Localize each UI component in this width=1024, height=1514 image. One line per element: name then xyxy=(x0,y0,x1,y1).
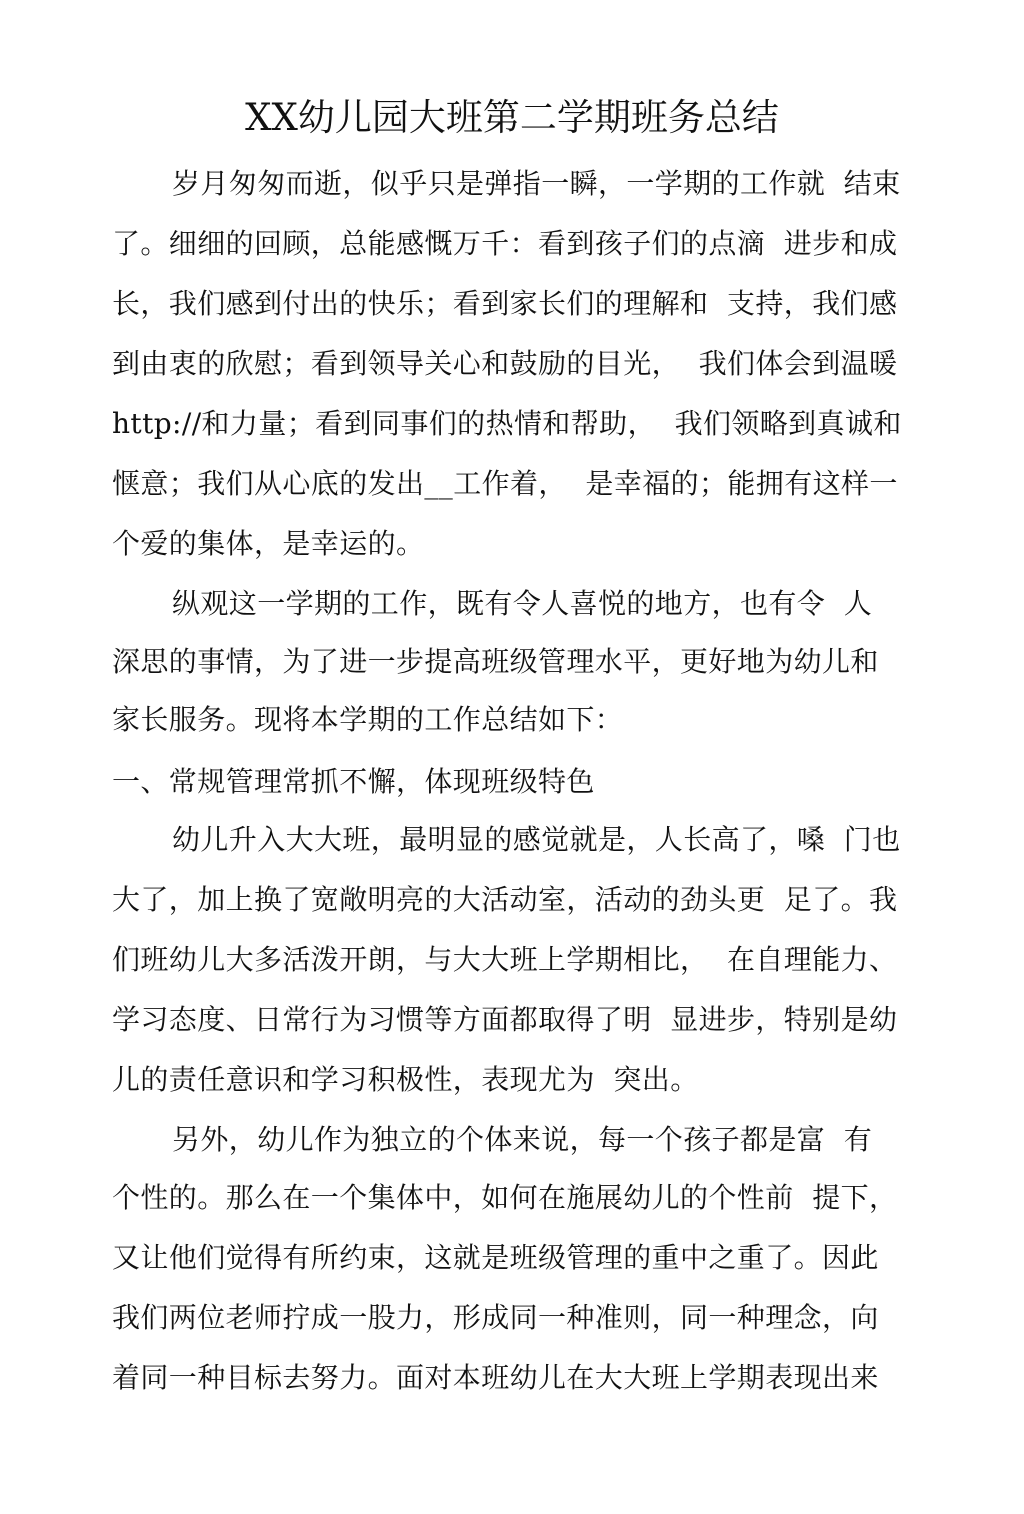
paragraph-4-line-2: 个性的。那么在一个集体中，如何在施展幼儿的个性前 提下， xyxy=(112,1181,898,1214)
paragraph-4-line-3: 又让他们觉得有所约束，这就是班级管理的重中之重了。因此 xyxy=(112,1241,879,1274)
paragraph-2-line-3: 家长服务。现将本学期的工作总结如下： xyxy=(112,703,624,736)
paragraph-1-line-2: 了。细细的回顾，总能感慨万千：看到孩子们的点滴 进步和成 xyxy=(112,227,898,260)
paragraph-1-line-5: http://和力量；看到同事们的热情和帮助， 我们领略到真诚和 xyxy=(112,407,902,440)
paragraph-1-line-6: 惬意；我们从心底的发出__工作着， 是幸福的；能拥有这样一 xyxy=(112,467,898,500)
paragraph-4-line-4: 我们两位老师拧成一股力，形成同一种准则，同一种理念，向 xyxy=(112,1301,879,1334)
paragraph-4-line-5: 着同一种目标去努力。面对本班幼儿在大大班上学期表现出来 xyxy=(112,1361,879,1394)
paragraph-3-line-4: 学习态度、日常行为习惯等方面都取得了明 显进步，特别是幼 xyxy=(112,1003,898,1036)
paragraph-3-line-2: 大了，加上换了宽敞明亮的大活动室，活动的劲头更 足了。我 xyxy=(112,883,898,916)
paragraph-1-line-4: 到由衷的欣慰；看到领导关心和鼓励的目光， 我们体会到温暖 xyxy=(112,347,898,380)
paragraph-4-line-1: 另外，幼儿作为独立的个体来说，每一个孩子都是富 有 xyxy=(172,1123,873,1156)
document-title: XX幼儿园大班第二学期班务总结 xyxy=(245,96,779,139)
paragraph-1-line-1: 岁月匆匆而逝，似乎只是弹指一瞬，一学期的工作就 结束 xyxy=(172,167,901,200)
paragraph-2-line-2: 深思的事情，为了进一步提高班级管理水平，更好地为幼儿和 xyxy=(112,645,879,678)
paragraph-1-line-7: 个爱的集体，是幸运的。 xyxy=(112,527,425,560)
paragraph-3-line-5: 儿的责任意识和学习积极性，表现尤为 突出。 xyxy=(112,1063,699,1096)
paragraph-2-line-1: 纵观这一学期的工作，既有令人喜悦的地方，也有令 人 xyxy=(172,587,873,620)
paragraph-3-line-1: 幼儿升入大大班，最明显的感觉就是，人长高了，嗓 门也 xyxy=(172,823,901,856)
section-heading-1: 一、常规管理常抓不懈，体现班级特色 xyxy=(112,765,595,798)
paragraph-3-line-3: 们班幼儿大多活泼开朗，与大大班上学期相比， 在自理能力、 xyxy=(112,943,898,976)
paragraph-1-line-3: 长，我们感到付出的快乐；看到家长们的理解和 支持，我们感 xyxy=(112,287,898,320)
